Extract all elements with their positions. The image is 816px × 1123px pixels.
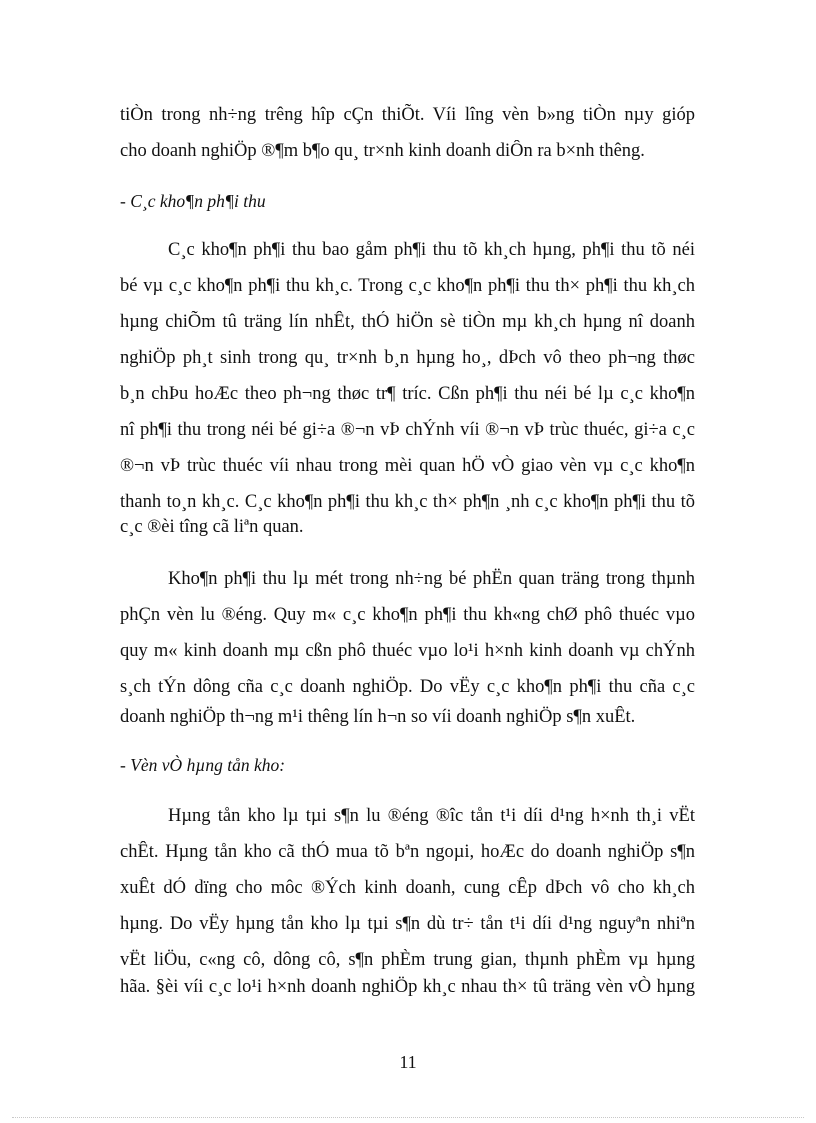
text-line: hµng. Do vËy hµng tån kho lµ tµi s¶n dù tr÷ tån t¹i díi d¹ng nguyªn nhiªn	[120, 914, 695, 934]
text-line: Hµng tån kho lµ tµi s¶n lu ®éng ®îc tån t¹i díi d¹ng h×nh th¸i vËt	[168, 806, 695, 826]
text-line: nî ph¶i thu trong néi bé gi÷a ®¬n vÞ chÝnh víi ®¬n vÞ trùc thuéc, gi÷a c¸c	[120, 420, 695, 440]
page-bottom-border	[12, 1117, 804, 1118]
text-line: hãa. §èi víi c¸c lo¹i h×nh doanh nghiÖp kh¸c nhau th× tû träng vèn vÒ hµng	[120, 977, 695, 997]
text-line: bé vµ c¸c kho¶n ph¶i thu kh¸c. Trong c¸c kho¶n ph¶i thu th× ph¶i thu kh¸ch	[120, 276, 695, 296]
text-line: xuÊt dÓ dïng cho môc ®Ých kinh doanh, cung cÊp dÞch vô cho kh¸ch	[120, 878, 695, 898]
text-line: thanh to¸n kh¸c. C¸c kho¶n ph¶i thu kh¸c th× ph¶n ¸nh c¸c kho¶n ph¶i thu tõ	[120, 492, 695, 512]
page-number: 11	[399, 1052, 417, 1072]
section-heading: - C¸c kho¶n ph¶i thu	[120, 191, 266, 211]
text-line: cho doanh nghiÖp ®¶m b¶o qu¸ tr×nh kinh doanh diÔn ra b×nh thêng.	[120, 141, 645, 161]
text-line: s¸ch tÝn dông cña c¸c doanh nghiÖp. Do vËy c¸c kho¶n ph¶i thu cña c¸c	[120, 677, 695, 697]
text-line: phÇn vèn lu ®éng. Quy m« c¸c kho¶n ph¶i thu kh«ng chØ phô thuéc vµo	[120, 605, 695, 625]
text-line: tiÒn trong nh÷ng trêng hîp cÇn thiÕt. Víi lîng vèn b»ng tiÒn nµy gióp	[120, 105, 695, 125]
text-line: c¸c ®èi tîng cã liªn quan.	[120, 517, 304, 537]
text-line: nghiÖp ph¸t sinh trong qu¸ tr×nh b¸n hµng ho¸, dÞch vô theo ph¬ng thøc	[120, 348, 695, 368]
text-line: hµng chiÕm tû träng lín nhÊt, thÓ hiÖn sè tiÒn mµ kh¸ch hµng nî doanh	[120, 312, 695, 332]
text-line: quy m« kinh doanh mµ cßn phô thuéc vµo lo¹i h×nh kinh doanh vµ chÝnh	[120, 641, 695, 661]
text-line: Kho¶n ph¶i thu lµ mét trong nh÷ng bé phËn quan träng trong thµnh	[168, 569, 695, 589]
text-line: chÊt. Hµng tån kho cã thÓ mua tõ bªn ngoµi, hoÆc do doanh nghiÖp s¶n	[120, 842, 695, 862]
text-line: C¸c kho¶n ph¶i thu bao gåm ph¶i thu tõ kh¸ch hµng, ph¶i thu tõ néi	[168, 240, 695, 260]
text-line: vËt liÖu, c«ng cô, dông cô, s¶n phÈm trung gian, thµnh phÈm vµ hµng	[120, 950, 695, 970]
text-line: b¸n chÞu hoÆc theo ph¬ng thøc tr¶ tríc. Cßn ph¶i thu néi bé lµ c¸c kho¶n	[120, 384, 695, 404]
text-line: doanh nghiÖp th¬ng m¹i thêng lín h¬n so víi doanh nghiÖp s¶n xuÊt.	[120, 707, 636, 727]
section-heading: - Vèn vÒ hµng tån kho:	[120, 755, 286, 775]
text-line: ®¬n vÞ trùc thuéc víi nhau trong mèi quan hÖ vÒ giao vèn vµ c¸c kho¶n	[120, 456, 695, 476]
